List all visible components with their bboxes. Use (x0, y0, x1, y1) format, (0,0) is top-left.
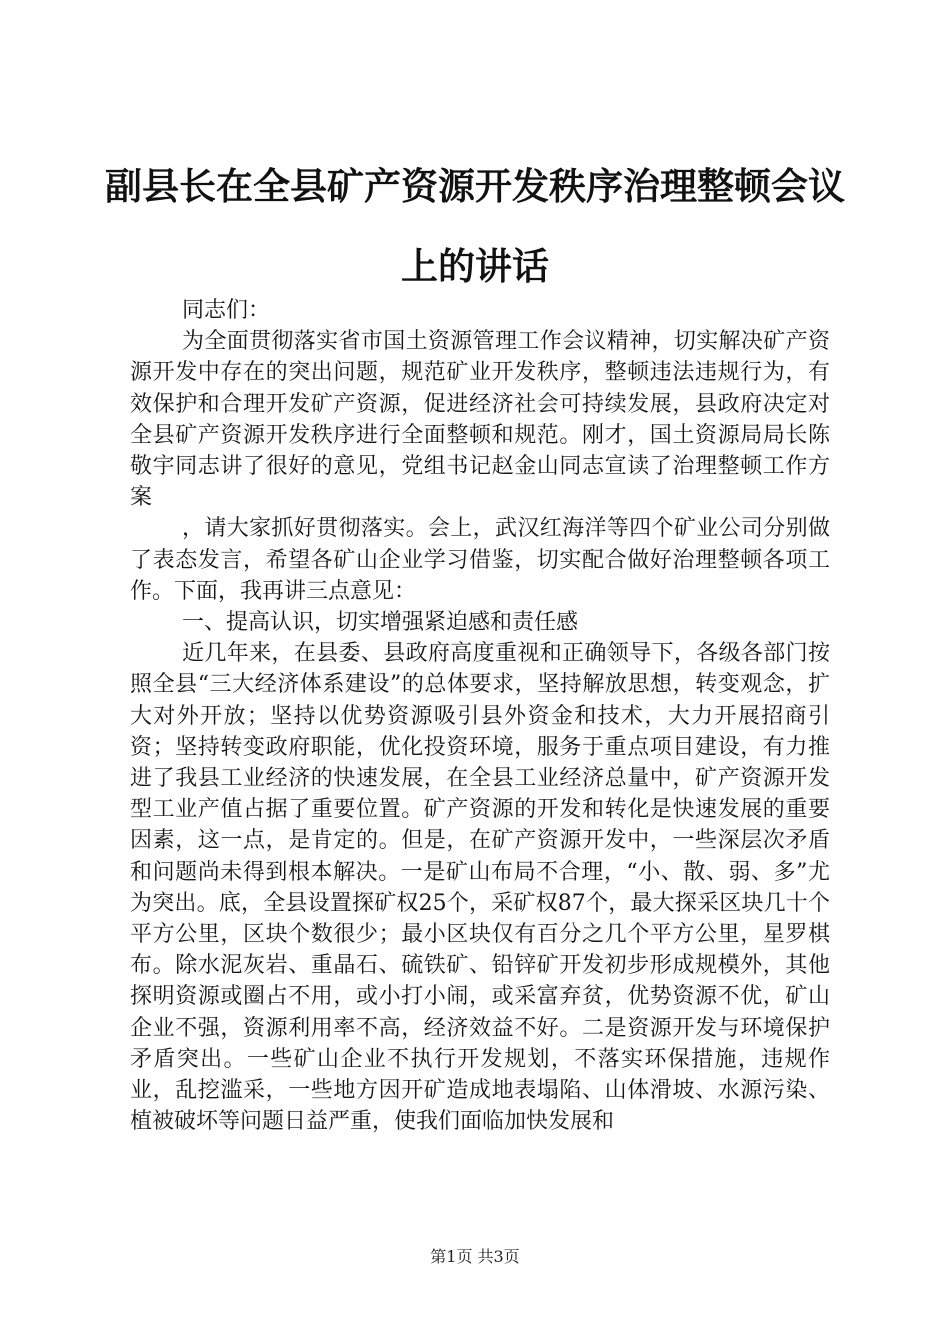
document-body (130, 295, 830, 1137)
document-title-line-1: 副县长在全县矿产资源开发秩序治理整顿会议 (105, 164, 845, 208)
section-heading: 一、提高认识，切实增强紧迫感和责任感 (182, 610, 579, 636)
document-title-line-2: 上的讲话 (401, 244, 549, 288)
greeting: 同志们： (182, 298, 271, 323)
page-footer: 第1页 共3页 (430, 1247, 520, 1266)
paragraph: 近几年来，在县委、县政府高度重视和正确领导下，各级各部门按照全县“三大经济体系建设”的总体要求，坚持解放思想，转变观念，扩大对外开放；坚持以优势资源吸引县外资金和技术，大力开展招商引资；坚持转变政府职能，优化投资环境，服务于重点项目建设，有力推进了我县工业经济的快速发展，在全县工业经济总量中，矿产资源开发型工业产值占据了重要位置。矿产资源的开发和转化是快速发展的重要因素，这一点，是肯定的。但是，在矿产资源开发中，一些深层次矛盾和问题尚未得到根本解决。一是矿山布局不合理，“小、散、弱、多”尤为突出。底，全县设置探矿权25个，采矿权87个，最大探采区块几十个平方公里，区块个数很少；最小区块仅有百分之几个平方公里，星罗棋布。除水泥灰岩、重晶石、硫铁矿、铅锌矿开发初步形成规模外，其他探明资源或圈占不用，或小打小闹，或采富弃贫，优势资源不优，矿山企业不强，资源利用率不高，经济效益不好。二是资源开发与环境保护矛盾突出。一些矿山企业不执行开发规划，不落实环保措施，违规作业，乱挖滥采，一些地方因开矿造成地表塌陷、山体滑坡、水源污染、植被破坏等问题日益严重，使我们面临加快发展和 (130, 641, 830, 1135)
paragraph: 为全面贯彻落实省市国土资源管理工作会议精神，切实解决矿产资源开发中存在的突出问题，规范矿业开发秩序，整顿违法违规行为，有效保护和合理开发矿产资源，促进经济社会可持续发展，县政府决定对全县矿产资源开发秩序进行全面整顿和规范。刚才，国土资源局局长陈敬宇同志讲了很好的意见，党组书记赵金山同志宣读了治理整顿工作方案 (130, 329, 830, 511)
paragraph: ，请大家抓好贯彻落实。会上，武汉红海洋等四个矿业公司分别做了表态发言，希望各矿山企业学习借鉴，切实配合做好治理整顿各项工作。下面，我再讲三点意见： (130, 516, 830, 604)
